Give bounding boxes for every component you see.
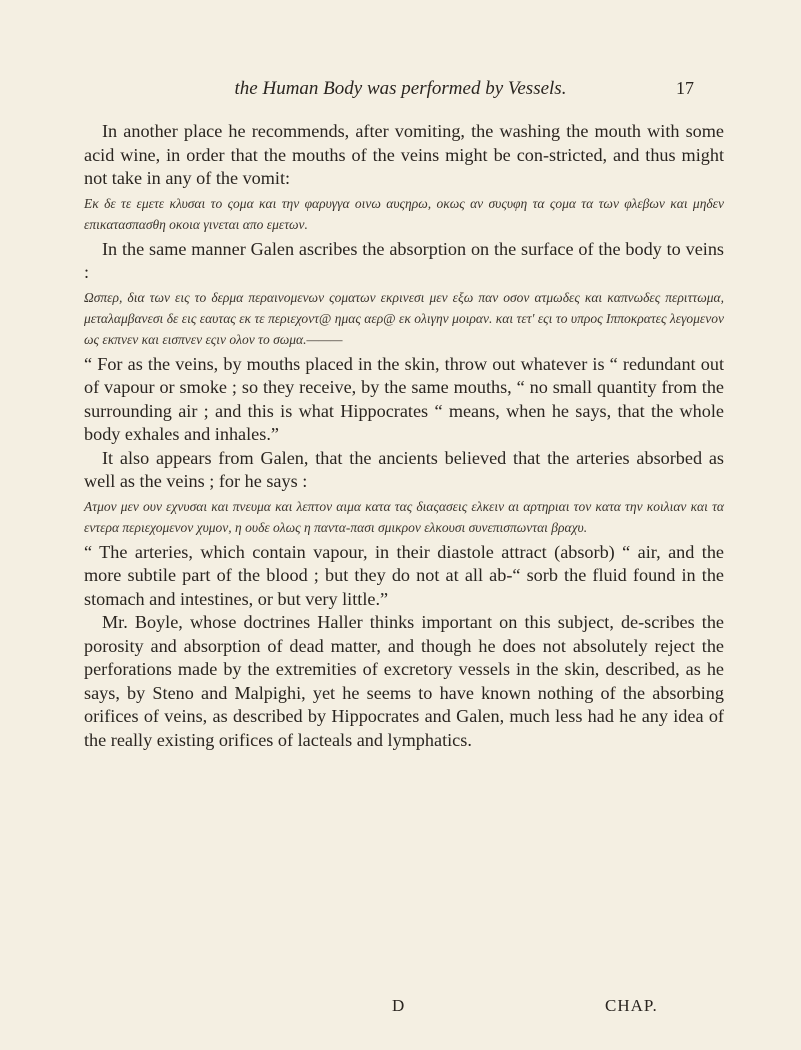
paragraph-galen-absorption: In the same manner Galen ascribes the absorption on the surface of the body to veins : <box>84 238 724 282</box>
paragraph-arteries: It also appears from Galen, that the ancients believed that the arteries absorbed as well as the veins ; for he says : <box>84 447 724 491</box>
translation-arteries: “ The arteries, which contain vapour, in their diastole attract (absorb) “ air, and the more subtile part of the blood ; but they do not at all ab-“ sorb the fluid found in the stomach and intestines, or but very little.” <box>84 541 724 609</box>
greek-quotation-galen-arteries: Ατμον μεν ουν εχνυσαι και πνευμα και λεπτον αιμα κατα τας διαςασεις ελκειν αι αρτηριαι τον κατα την κοιλιαν και τα εντερα περιεχομενον χυμον, η ουδε ολως η παντα-πασι σμικρον ελκουσι συνεπισπωνται βραχυ. <box>84 498 724 535</box>
body-text <box>84 120 724 752</box>
signature-mark: D <box>392 996 406 1015</box>
page-number: 17 <box>676 78 694 98</box>
greek-quotation-hippocrates: Εκ δε τε εμετε κλυσαι το ςομα και την φαρυγγα οινω αυςηρω, οκως αν συςυφη τα ςομα τα των φλεβων και μηδεν επικατασπασθη οκοια γινεται απο εμετων. <box>84 195 724 232</box>
translation-veins: “ For as the veins, by mouths placed in the skin, throw out whatever is “ redundant out of vapour or smoke ; so they receive, by the same mouths, “ no small quantity from the surrounding air ; and this is what Hippocrates “ means, when he says, that the whole body exhales and inhales.” <box>84 353 724 444</box>
paragraph-boyle: Mr. Boyle, whose doctrines Haller thinks important on this subject, de-scribes the porosity and absorption of dead matter, and though he does not absolutely reject the perforations made by the extremities of excretory vessels in the skin, described, as he says, by Steno and Malpighi, yet he seems to have known nothing of the absorbing orifices of veins, as described by Hippocrates and Galen, much less had he any idea of the really existing orifices of lacteals and lymphatics. <box>84 612 724 750</box>
paragraph-recommendation: In another place he recommends, after vomiting, the washing the mouth with some acid wine, in order that the mouths of the veins might be con-stricted, and thus might not take in any of the vomit: <box>84 121 724 188</box>
running-title: the Human Body was performed by Vessels. <box>234 78 567 99</box>
catchword: CHAP. <box>605 996 658 1015</box>
greek-quotation-galen-veins: Ωσπερ, δια των εις το δερμα περαινομενων ςοματων εκρινεσι μεν εξω παν οσον ατμωδες και καπνωδες περιττωμα, μεταλαμβανεσι δε εις εαυτας εκ τε περιεχοντ@ ημας αερ@ εκ ολιγην μοιραν. και τετ' εςι το υπρος Ιπποκρατες λεγομενον ως εκπνεν και εισπνεν εςιν ολον το σωμα.——— <box>84 289 724 347</box>
